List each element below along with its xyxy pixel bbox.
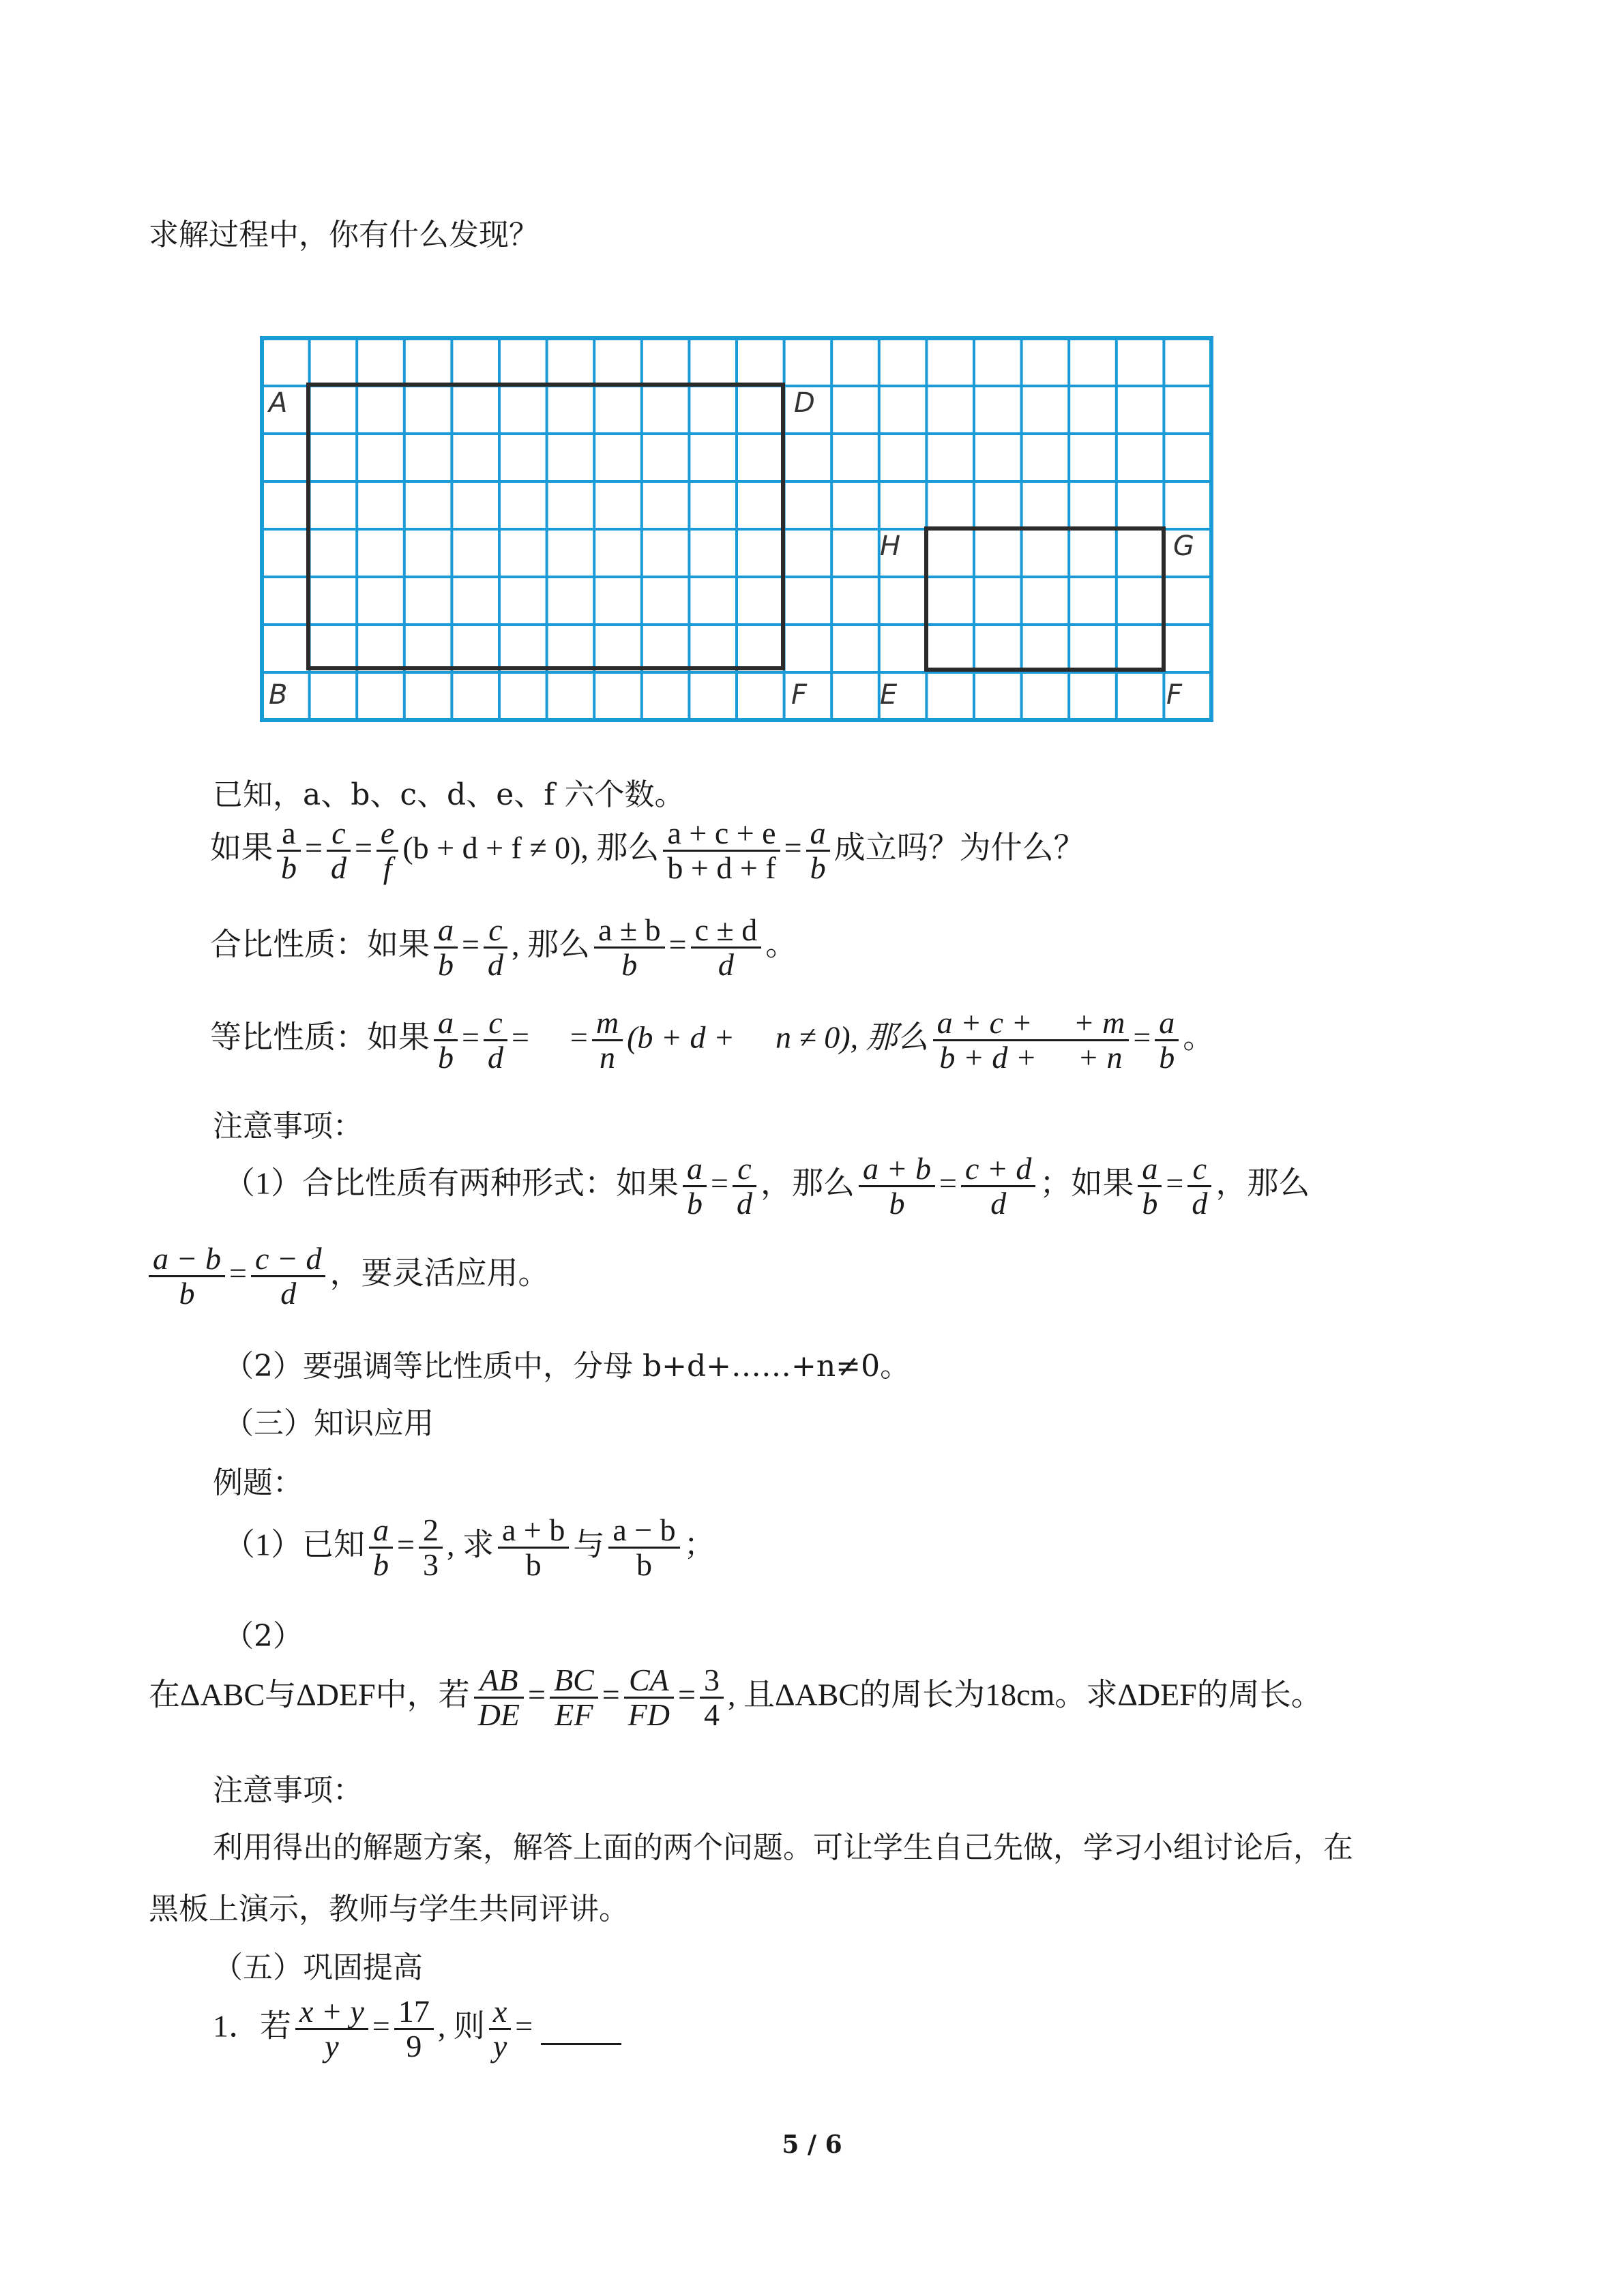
question-line: 如果 $\frac{a}{b}$ = $\frac{c}{d}$ = $\frac{e}{f}$ (b + d + f ≠ 0), 那么 $\frac{a + c + e}{b + d + f}$ = $\frac{a}{b}$ 成立吗？为什么？: [210, 816, 1085, 886]
q-prefix: 如果: [210, 830, 273, 865]
label-e: E: [880, 679, 898, 711]
answer-blank[interactable]: [541, 2013, 621, 2045]
grid-figure: [259, 336, 1215, 723]
section-5-heading: （五）巩固提高: [213, 1950, 423, 1985]
notes2-line2: 黑板上演示，教师与学生共同评讲。: [149, 1892, 629, 1926]
dengbi-line: 等比性质：如果 $\frac{a}{b}$ = $\frac{c}{d}$ = = $\frac{m}{n}$ (b + d + n ≠ 0), 那么 $\frac{a + c + + m}{b + d + + n}$ = $\frac{a}{b}$ 。: [210, 1005, 1215, 1075]
notes1-item2: （2）要强调等比性质中，分母 b+d+……+n≠0。: [224, 1349, 911, 1384]
label-g: G: [1173, 531, 1194, 562]
label-d: D: [794, 387, 815, 419]
example-2: 在ΔABC与ΔDEF中，若 $\frac{AB}{DE}$ = $\frac{BC}{EF}$ = $\frac{CA}{FD}$ = $\frac{3}{4}$ , 且ΔABC的周长为18cm。求ΔDEF的周长。: [149, 1663, 1323, 1733]
notes2-line1: 利用得出的解题方案，解答上面的两个问题。可让学生自己先做，学习小组讨论后，在: [213, 1830, 1353, 1865]
page-number: 5 / 6: [782, 2130, 842, 2159]
section-3-heading: （三）知识应用: [224, 1406, 434, 1441]
known-line: 已知，a、b、c、d、e、f 六个数。: [213, 777, 685, 812]
label-a: A: [269, 387, 288, 419]
hebi-line: 合比性质：如果 $\frac{a}{b}$ = $\frac{c}{d}$ , 那么 $\frac{a \pm b}{b}$ = $\frac{c \pm d}{d}$ 。: [210, 912, 797, 983]
notes1-title: 注意事项：: [213, 1109, 363, 1144]
notes1-item1-cont: $\frac{a - b}{b}$ = $\frac{c - d}{d}$ ，要灵活应用。: [145, 1242, 549, 1311]
notes2-title: 注意事项：: [213, 1773, 363, 1808]
notes1-item1: （1）合比性质有两种形式：如果 $\frac{a}{b}$ = $\frac{c}{d}$ ，那么 $\frac{a + b}{b}$ = $\frac{c + d}{d}$ ；如果 $\frac{a}{b}$ = $\frac{c}{d}$ ，那么: [224, 1151, 1310, 1221]
label-f2: F: [1166, 679, 1183, 711]
example-2-label: （2）: [224, 1619, 303, 1654]
label-f1: F: [791, 679, 808, 711]
example-1: （1）已知 $\frac{a}{b}$ = $\frac{2}{3}$ , 求 $\frac{a + b}{b}$ 与 $\frac{a - b}{b}$ ；: [224, 1512, 715, 1583]
intro-line: 求解过程中，你有什么发现？: [149, 218, 539, 252]
label-b: B: [269, 679, 288, 711]
exercise-1: 1．若 $\frac{x + y}{y}$ = $\frac{17}{9}$ , 则 $\frac{x}{y}$ =: [213, 1995, 621, 2063]
label-h: H: [880, 531, 901, 562]
examples-title: 例题：: [213, 1465, 303, 1500]
